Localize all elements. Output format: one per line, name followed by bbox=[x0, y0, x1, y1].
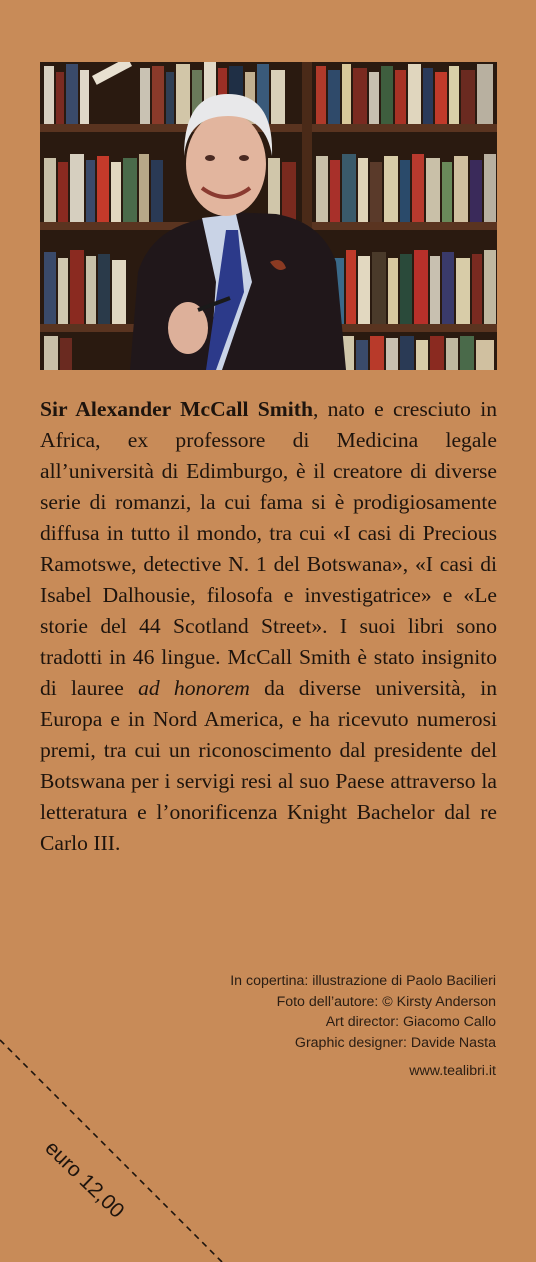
author-biography-text bbox=[40, 394, 497, 859]
price-cut-line bbox=[0, 1030, 240, 1262]
bio-text-part2: da diverse università, in Europa e in Nord America, e ha ricevuto numerosi premi, tra cui un riconoscimento dal presidente del Botswana per i servigi resi al suo Paese attraverso la letteratura e l’onorificenza Knight Bachelor dal re Carlo III. bbox=[40, 676, 497, 855]
author-name: Sir Alexander McCall Smith bbox=[40, 397, 313, 421]
publisher-website: www.tealibri.it bbox=[409, 1063, 496, 1079]
price-label: euro 12,00 bbox=[40, 1136, 129, 1223]
bio-italic-phrase: ad honorem bbox=[138, 676, 250, 700]
photo-credit: Foto dell’autore: © Kirsty Anderson bbox=[276, 993, 496, 1010]
author-photo-illustration bbox=[40, 62, 497, 370]
bio-text-part1: , nato e cresciuto in Africa, ex professore di Medicina legale all’università di Edimburgo, è il creatore di diverse serie di romanzi, la cui fama si è prodigiosamente diffusa in tutto il mondo, tra cui «I casi di Precious Ramotswe, detective N. 1 del Botswana», «I casi di Isabel Dalhousie, filosofa e investigatrice» e «Le storie del 44 Scotland Street». I suoi libri sono tradotti in 46 lingue. McCall Smith è stato insignito di lauree bbox=[40, 397, 498, 700]
book-credits bbox=[230, 971, 496, 1082]
cover-credit: In copertina: illustrazione di Paolo Bacilieri bbox=[230, 973, 496, 989]
author-photo bbox=[40, 62, 497, 370]
graphic-designer-credit: Graphic designer: Davide Nasta bbox=[294, 1034, 496, 1051]
art-director-credit: Art director: Giacomo Callo bbox=[325, 1014, 496, 1030]
author-biography bbox=[40, 394, 497, 859]
